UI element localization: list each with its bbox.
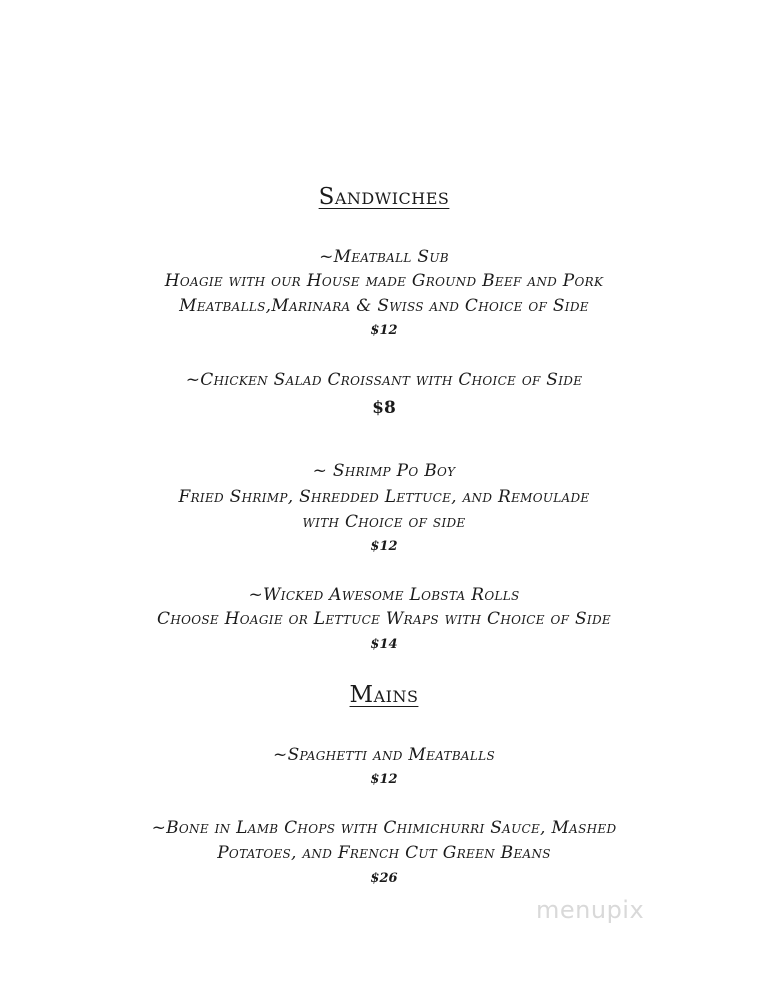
item-price-lamb-chops: $26 <box>370 871 398 886</box>
item-name-lobsta-rolls: ~Wicked Awesome Lobsta Rolls <box>248 585 520 605</box>
item-price-meatball-sub: $12 <box>370 323 398 338</box>
item-description-shrimp-po-boy-line2: with Choice of side <box>302 512 466 532</box>
item-name-shrimp-po-boy: ~ Shrimp Po Boy <box>312 461 456 481</box>
item-price-shrimp-po-boy: $12 <box>370 539 398 554</box>
item-description-shrimp-po-boy-line1: Fried Shrimp, Shredded Lettuce, and Remoulade <box>178 487 590 507</box>
section-title-sandwiches: Sandwiches <box>318 184 450 210</box>
menupix-watermark: menupix <box>536 896 645 924</box>
item-price-spaghetti-meatballs: $12 <box>370 772 398 787</box>
item-name-spaghetti-meatballs: ~Spaghetti and Meatballs <box>273 745 495 765</box>
section-title-mains: Mains <box>349 682 419 708</box>
item-price-chicken-salad-croissant: $8 <box>372 398 396 418</box>
item-description-meatball-sub-line2: Meatballs,Marinara & Swiss and Choice of Side <box>179 296 589 316</box>
item-name-chicken-salad-croissant: ~Chicken Salad Croissant with Choice of Side <box>185 370 583 390</box>
item-price-lobsta-rolls: $14 <box>370 637 398 652</box>
item-name-lamb-chops: ~Bone in Lamb Chops with Chimichurri Sauce, Mashed <box>151 818 617 838</box>
item-description-lobsta-rolls: Choose Hoagie or Lettuce Wraps with Choice of Side <box>157 609 611 629</box>
item-description-meatball-sub-line1: Hoagie with our House made Ground Beef and Pork <box>164 271 604 291</box>
item-description-lamb-chops: Potatoes, and French Cut Green Beans <box>217 843 551 863</box>
item-name-meatball-sub: ~Meatball Sub <box>319 247 449 267</box>
